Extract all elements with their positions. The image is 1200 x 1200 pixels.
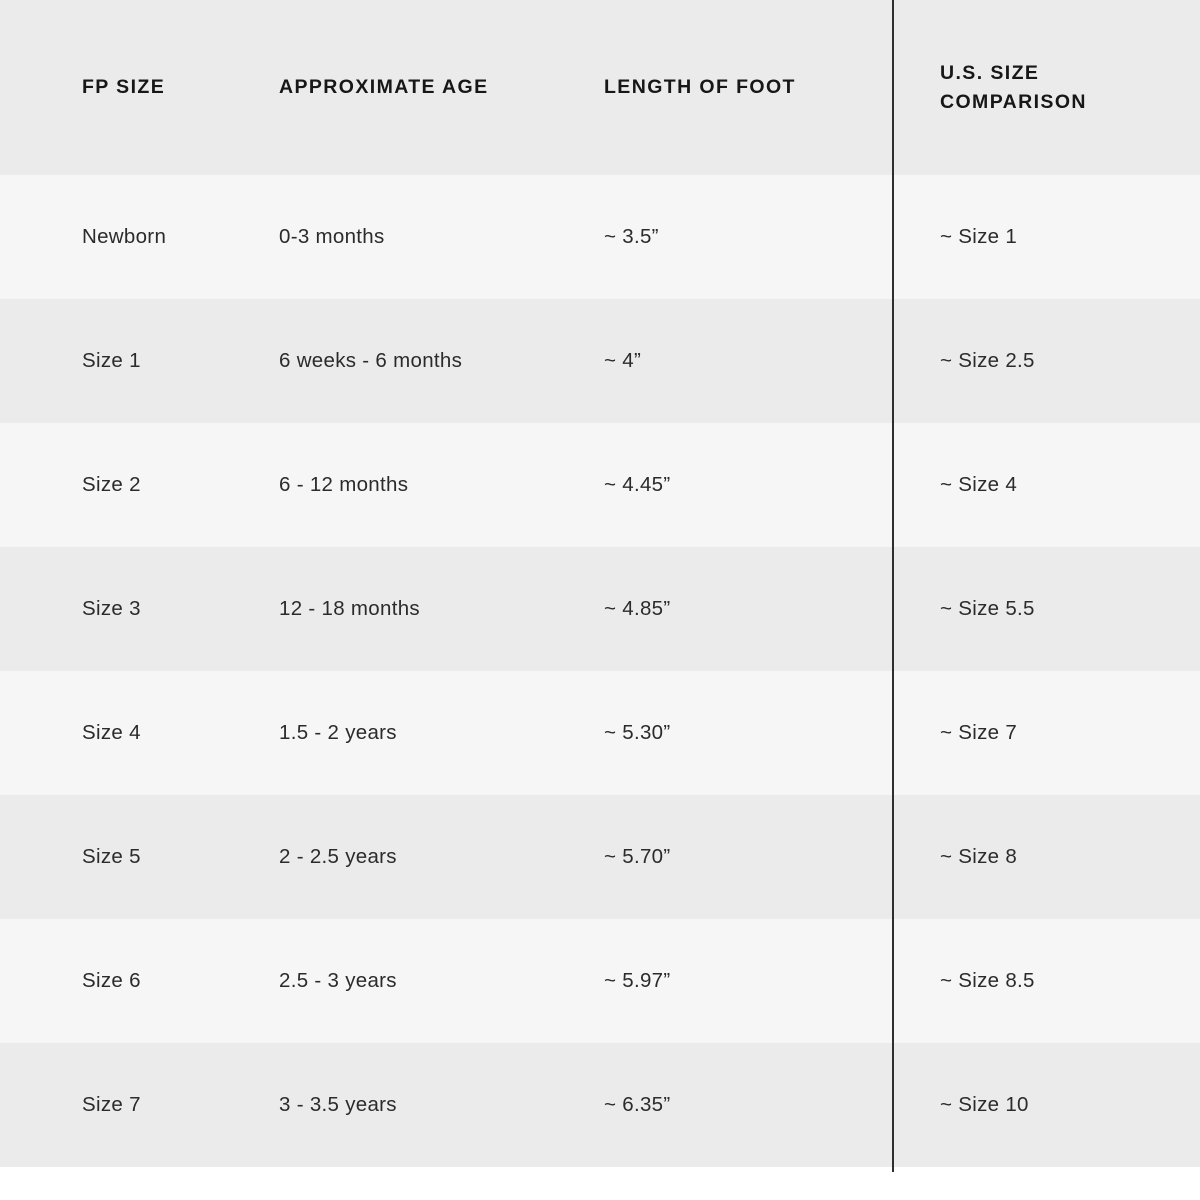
cell-age-value: 3 - 3.5 years: [279, 1093, 397, 1116]
cell-fp-size: [0, 299, 197, 423]
cell-fp-size-value: Size 5: [82, 845, 141, 868]
cell-length: [522, 795, 892, 919]
cell-fp-size-value: Size 6: [82, 969, 141, 992]
cell-length-value: ~ 5.97”: [604, 969, 671, 992]
cell-us-size: [892, 1043, 1200, 1167]
cell-us-size-value: ~ Size 5.5: [940, 597, 1035, 620]
table-row: [0, 547, 1200, 671]
cell-age-value: 2 - 2.5 years: [279, 845, 397, 868]
table-header: [0, 0, 1200, 175]
cell-age-value: 0-3 months: [279, 225, 385, 248]
cell-us-size-value: ~ Size 4: [940, 473, 1018, 496]
cell-length-value: ~ 3.5”: [604, 225, 659, 248]
table-row: [0, 795, 1200, 919]
cell-length-value: ~ 4.85”: [604, 597, 671, 620]
cell-age: [197, 175, 522, 299]
cell-length: [522, 547, 892, 671]
cell-fp-size-value: Newborn: [82, 225, 167, 248]
table-row: [0, 423, 1200, 547]
header-us-size-comparison-label: U.S. SIZE COMPARISON: [940, 62, 1087, 113]
cell-age: [197, 671, 522, 795]
table-row: [0, 175, 1200, 299]
table-row: [0, 671, 1200, 795]
header-length-of-foot: [522, 0, 892, 175]
cell-us-size: [892, 423, 1200, 547]
cell-fp-size-value: Size 3: [82, 597, 141, 620]
cell-us-size: [892, 299, 1200, 423]
cell-fp-size: [0, 423, 197, 547]
cell-length: [522, 175, 892, 299]
cell-us-size: [892, 547, 1200, 671]
cell-fp-size: [0, 671, 197, 795]
cell-age: [197, 919, 522, 1043]
cell-length: [522, 299, 892, 423]
table-row: [0, 1043, 1200, 1167]
cell-us-size-value: ~ Size 1: [940, 225, 1018, 248]
cell-us-size: [892, 671, 1200, 795]
cell-age-value: 1.5 - 2 years: [279, 721, 397, 744]
cell-age: [197, 299, 522, 423]
cell-length: [522, 1043, 892, 1167]
cell-us-size-value: ~ Size 8.5: [940, 969, 1035, 992]
cell-age: [197, 795, 522, 919]
cell-fp-size: [0, 547, 197, 671]
cell-length-value: ~ 4.45”: [604, 473, 671, 496]
header-approximate-age-label: APPROXIMATE AGE: [279, 76, 489, 99]
cell-fp-size-value: Size 7: [82, 1093, 141, 1116]
cell-fp-size: [0, 175, 197, 299]
cell-length-value: ~ 5.70”: [604, 845, 671, 868]
header-fp-size-label: FP SIZE: [82, 76, 166, 99]
header-us-size-comparison: [892, 0, 1200, 175]
table-body: [0, 175, 1200, 1167]
cell-length: [522, 423, 892, 547]
cell-fp-size-value: Size 2: [82, 473, 141, 496]
cell-fp-size-value: Size 1: [82, 349, 141, 372]
cell-fp-size: [0, 795, 197, 919]
cell-age-value: 6 weeks - 6 months: [279, 349, 463, 372]
table-header-row: [0, 0, 1200, 175]
cell-length-value: ~ 5.30”: [604, 721, 671, 744]
header-length-of-foot-label: LENGTH OF FOOT: [604, 76, 796, 99]
table-row: [0, 919, 1200, 1043]
bottom-spacer: [0, 1172, 1200, 1200]
cell-fp-size-value: Size 4: [82, 721, 141, 744]
cell-age: [197, 423, 522, 547]
cell-us-size-value: ~ Size 7: [940, 721, 1018, 744]
cell-length-value: ~ 4”: [604, 349, 642, 372]
cell-fp-size: [0, 919, 197, 1043]
cell-us-size: [892, 919, 1200, 1043]
column-divider: [892, 0, 894, 1172]
cell-age-value: 12 - 18 months: [279, 597, 420, 620]
cell-fp-size: [0, 1043, 197, 1167]
cell-us-size-value: ~ Size 8: [940, 845, 1018, 868]
cell-us-size: [892, 175, 1200, 299]
table-row: [0, 299, 1200, 423]
cell-age: [197, 547, 522, 671]
header-fp-size: [0, 0, 197, 175]
header-approximate-age: [197, 0, 522, 175]
cell-age-value: 6 - 12 months: [279, 473, 409, 496]
cell-us-size-value: ~ Size 2.5: [940, 349, 1035, 372]
cell-length: [522, 919, 892, 1043]
cell-us-size: [892, 795, 1200, 919]
cell-length-value: ~ 6.35”: [604, 1093, 671, 1116]
cell-age-value: 2.5 - 3 years: [279, 969, 397, 992]
cell-age: [197, 1043, 522, 1167]
cell-us-size-value: ~ Size 10: [940, 1093, 1029, 1116]
cell-length: [522, 671, 892, 795]
